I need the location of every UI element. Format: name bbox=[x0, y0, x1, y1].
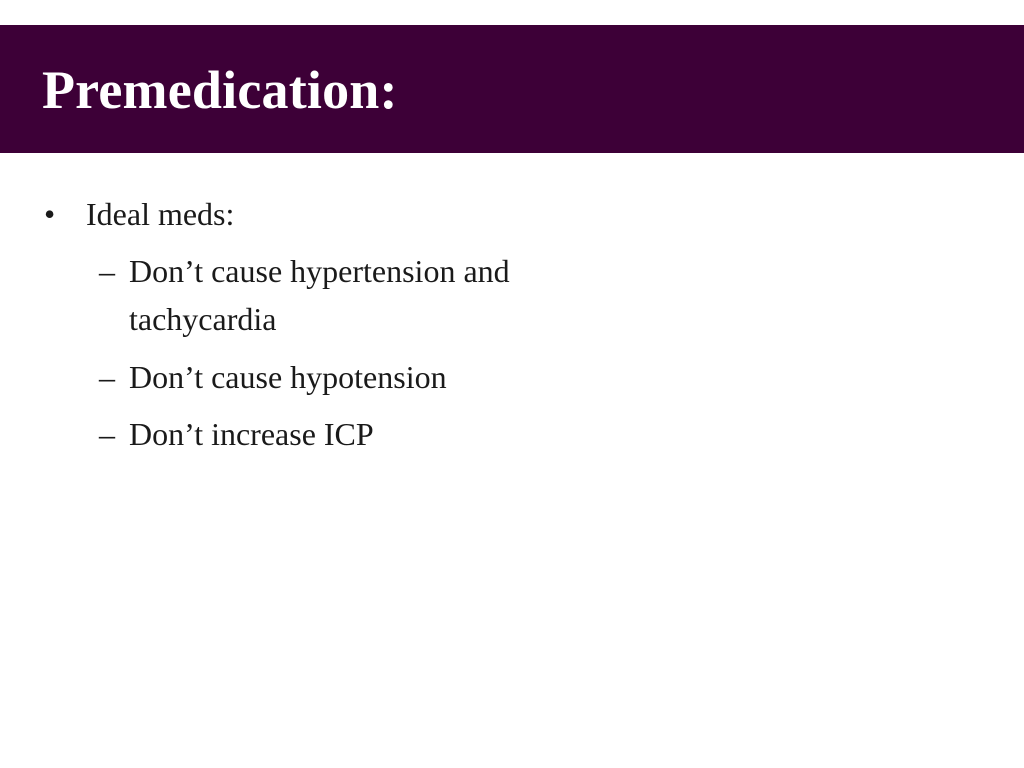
slide-title: Premedication: bbox=[42, 60, 398, 120]
dash-marker: – bbox=[99, 416, 115, 452]
dash-marker: – bbox=[99, 253, 115, 289]
dash-marker: – bbox=[99, 359, 115, 395]
sub-item-text: Don’t cause hypertension and tachycardia bbox=[129, 253, 510, 337]
sub-item-icp bbox=[99, 410, 619, 458]
bullet-item bbox=[44, 194, 234, 234]
sub-item-hypotension bbox=[99, 353, 619, 401]
bullet-marker: • bbox=[44, 196, 56, 232]
sub-item-text: Don’t cause hypotension bbox=[129, 359, 447, 395]
bullet-label: Ideal meds: bbox=[86, 196, 235, 232]
sub-item-hypertension bbox=[99, 247, 619, 343]
sub-item-text: Don’t increase ICP bbox=[129, 416, 374, 452]
